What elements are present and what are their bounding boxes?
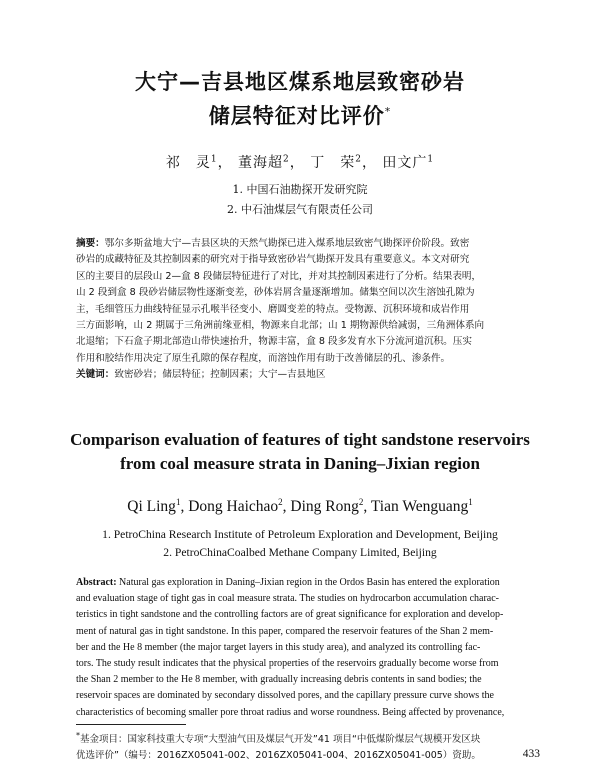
en-title-line1: Comparison evaluation of features of tight sandstone reservoirs (70, 430, 530, 449)
en-affiliation-1: 1. PetroChina Research Institute of Petroleum Exploration and Development, Beijing (102, 528, 498, 541)
en-author: Qi Ling (127, 498, 176, 516)
en-author-sup: 2 (278, 497, 283, 507)
cn-title-line2-text: 储层特征对比评价 (208, 104, 385, 128)
cn-abstract-line: 砂岩的成藏特征及其控制因素的研究对于指导致密砂岩气勘探开发具有重要意义。本文对研究 (76, 254, 470, 266)
en-abstract-line: and evaluation stage of tight gas in coal measure strata. The studies on hydrocarbon accumulation charac- (76, 593, 499, 605)
cn-abstract-line: 北退缩；下石盒子期北部造山带快速抬升，物源丰富，盒 8 段多发育水下分流河道沉积。压实 (76, 336, 472, 348)
cn-abstract-line: 摘要：鄂尔多斯盆地大宁—吉县区块的天然气勘探已进入煤系地层致密气勘探评价阶段。致密 (76, 238, 470, 249)
cn-title-line2 (0, 100, 600, 130)
cn-author-sup: 1 (210, 154, 218, 165)
cn-author-sep: ， (361, 155, 377, 171)
en-author: Tian Wenguang (370, 498, 469, 516)
cn-author: 田文广 (382, 155, 428, 171)
en-abstract-label: Abstract: (76, 577, 117, 588)
en-authors (0, 497, 600, 516)
cn-abstract-label: 摘要： (76, 238, 105, 249)
cn-author-sep: ， (289, 155, 305, 171)
en-author-sep: , (282, 498, 291, 516)
en-abstract-line: ber and the He 8 member (the major target layers in this study area), and analyzed its controlling fac- (76, 641, 481, 653)
en-abstract-line: Abstract: Natural gas exploration in Daning–Jixian region in the Ordos Basin has entered the exploration (76, 577, 500, 588)
en-title (0, 428, 600, 476)
cn-author-sep: ， (217, 155, 233, 171)
footnote (76, 728, 536, 764)
en-author-sep: , (180, 498, 189, 516)
cn-affiliation-2: 2. 中石油煤层气有限责任公司 (227, 203, 373, 216)
cn-abstract-line: 区的主要目的层段山 2—盒 8 段储层特征进行了对比，并对其控制因素进行了分析。结果表明， (76, 270, 482, 282)
page-number: 433 (522, 748, 540, 760)
en-abstract-line: characteristics of becoming smaller pore throat radius and worse roundness. Being affected by provenance, (76, 706, 505, 718)
cn-author-sup: 2 (283, 154, 290, 165)
en-author-sep: , (363, 498, 371, 516)
en-affiliations (0, 526, 600, 562)
cn-author-sup: 1 (427, 154, 435, 165)
en-author-sup: 1 (175, 497, 181, 507)
en-abstract-line: tors. The study result indicates that the physical properties of the reservoirs gradually become worse from (76, 658, 499, 670)
cn-abstract (76, 236, 530, 384)
cn-abstract-line: 山 2 段到盒 8 段砂岩储层物性逐渐变差，砂体岩屑含量逐渐增加。储集空间以次生溶蚀孔隙为 (76, 287, 475, 299)
cn-abstract-line: 三方面影响，山 2 期属于三角洲前缘亚相，物源来自北部；山 1 期物源供给减弱，三角洲体系向 (76, 320, 485, 332)
en-affiliation-2: 2. PetroChinaCoalbed Methane Company Limited, Beijing (163, 546, 437, 559)
en-author: Dong Haichao (188, 498, 279, 516)
cn-abstract-line: 作用和胶结作用决定了原生孔隙的保存程度，而溶蚀作用有助于改善储层的孔、渗条件。 (76, 352, 451, 364)
cn-keywords-label: 关键词： (76, 369, 115, 381)
en-abstract (76, 575, 530, 721)
cn-author: 祁 灵 (165, 155, 211, 171)
cn-keywords-text: 致密砂岩；储层特征；控制因素；大宁—吉县地区 (114, 369, 326, 381)
en-author: Ding Rong (290, 498, 359, 516)
en-title-line2: from coal measure strata in Daning–Jixian region (120, 454, 480, 473)
cn-authors (0, 152, 600, 172)
cn-title-line1: 大宁—吉县地区煤系地层致密砂岩 (135, 70, 465, 94)
footnote-mark: * (76, 731, 80, 740)
cn-affiliation-1: 1. 中国石油勘探开发研究院 (232, 183, 368, 196)
footnote-line1: *基金项目：国家科技重大专项“大型油气田及煤层气开发”41 项目“中低煤阶煤层气规模开发区块 (76, 731, 481, 746)
cn-abstract-line: 主，毛细管压力曲线特征显示孔喉半径变小、磨圆变差的特点。受物源、沉积环境和成岩作用 (76, 303, 470, 315)
cn-author-sup: 2 (355, 154, 362, 165)
title-footnote-mark: * (384, 105, 392, 118)
en-author-sup: 1 (468, 497, 473, 507)
cn-author: 丁 荣 (310, 155, 356, 171)
footnote-rule (76, 724, 186, 725)
footnote-line2: 优选评价”（编号：2016ZX05041-002、2016ZX05041-004、2016ZX05041-005）资助。 (76, 750, 481, 762)
cn-author: 董海超 (238, 155, 284, 171)
en-abstract-line: ment of natural gas in tight sandstone. In this paper, compared the reservoir features of the Shan 2 mem- (76, 625, 494, 637)
cn-keywords (76, 367, 530, 383)
en-abstract-line: the Shan 2 member to the He 8 member, with gradually increasing debris contents in sand bodies; the (76, 674, 482, 686)
en-author-sup: 2 (358, 497, 364, 507)
en-abstract-line: reservoir spaces are dominated by secondary dissolved pores, and the capillary pressure curve shows the (76, 690, 494, 702)
en-abstract-line: teristics in tight sandstone and the controlling factors are of great significance for exploration and develop- (76, 609, 504, 621)
